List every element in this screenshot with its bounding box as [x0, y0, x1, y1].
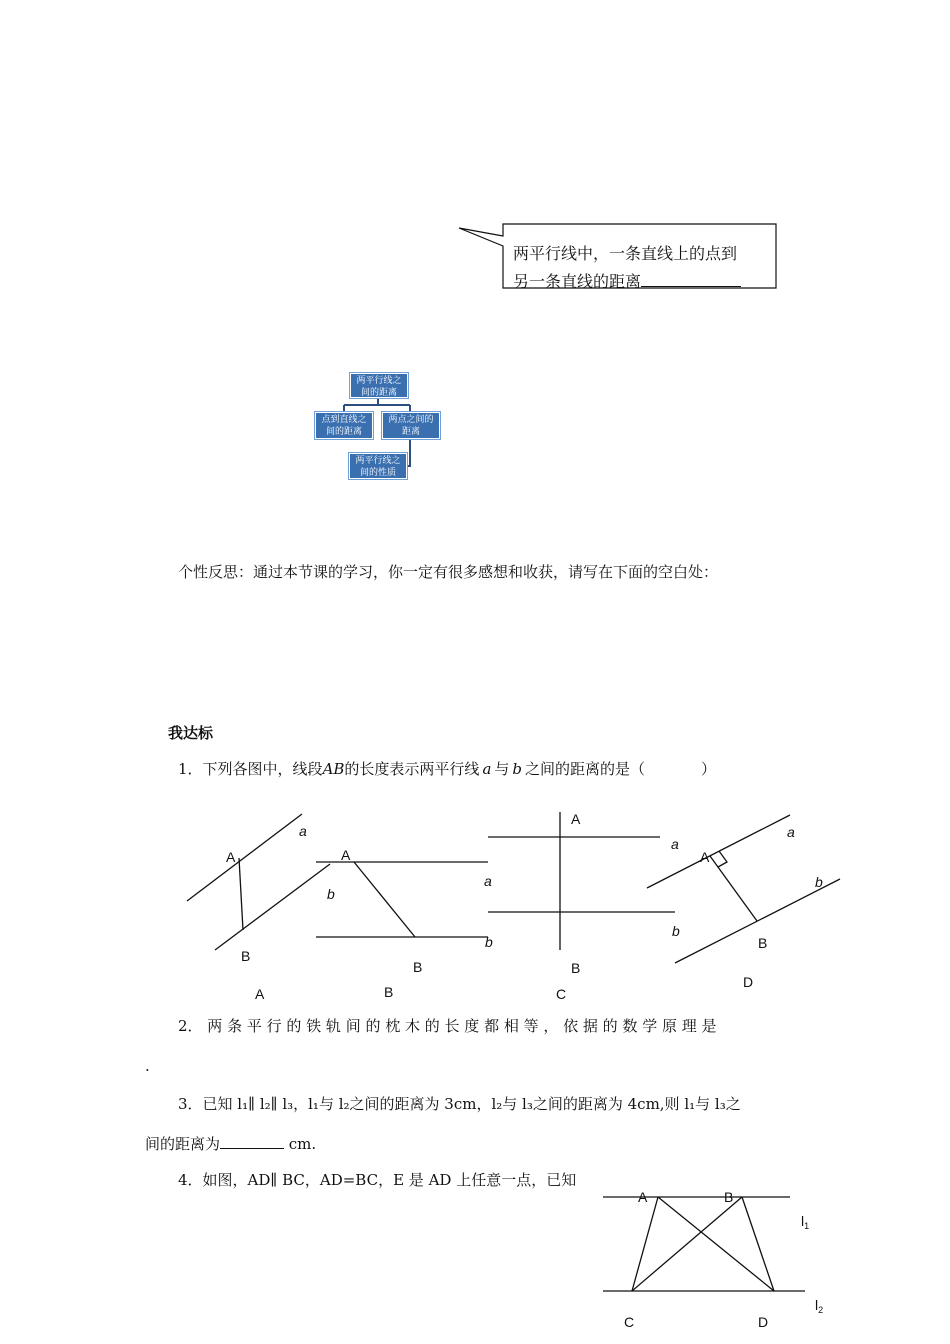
- figure-a-label-B: B: [241, 948, 251, 964]
- flowchart-node-left: 点到直线之 间的距离: [314, 411, 374, 440]
- question-2-end-dot: .: [145, 1057, 150, 1075]
- question-1: 1．下列各图中，线段AB的长度表示两平行线 a 与 b 之间的距离的是（ ）: [178, 760, 717, 778]
- figure-c-label-B: B: [571, 960, 581, 976]
- question-3-line-1: 3．已知 l₁∥ l₂∥ l₃，l₁与 l₂之间的距离为 3cm，l₂与 l₃之间的距离为 4cm,则 l₁与 l₃之: [178, 1095, 741, 1113]
- q4-label-C: C: [624, 1314, 635, 1330]
- question-4: 4．如图，AD∥ BC，AD=BC，E 是 AD 上任意一点，已知: [178, 1171, 577, 1189]
- figure-d-label-a-right: a: [787, 824, 795, 840]
- figure-c-label-A: A: [571, 811, 581, 827]
- figure-d-label-a-left: a: [671, 836, 679, 852]
- figure-b-label-A: A: [341, 847, 351, 863]
- q4-label-l1: $l_1$: [801, 1213, 810, 1231]
- figure-c-option: C: [556, 986, 567, 1002]
- figure-b-option: B: [384, 984, 394, 1000]
- figure-d-label-b-left: b: [672, 923, 680, 939]
- figure-c-label-b: b: [485, 934, 493, 950]
- figure-a-label-A: A: [226, 849, 236, 865]
- section-title: 我达标: [168, 724, 214, 742]
- figure-a-option: A: [255, 986, 265, 1002]
- figure-d-label-b-right: b: [815, 874, 823, 890]
- q4-label-B: B: [724, 1189, 734, 1205]
- figure-a-label-a: a: [299, 823, 307, 839]
- q4-label-A: A: [638, 1189, 648, 1205]
- flowchart-node-bottom: 两平行线之 间的性质: [348, 452, 408, 480]
- question-3-line-2: 间的距离为 cm.: [145, 1135, 317, 1153]
- figure-b-label-b: b: [327, 886, 335, 902]
- figure-d-label-B: B: [758, 935, 768, 951]
- reflection-prompt: 个性反思：通过本节课的学习，你一定有很多感想和收获，请写在下面的空白处：: [178, 563, 719, 581]
- flowchart-node-right: 两点之间的 距离: [381, 411, 441, 440]
- figure-d-label-A: A: [700, 849, 710, 865]
- q4-label-l2: $l_2$: [815, 1297, 824, 1315]
- callout-line-1: 两平行线中，一条直线上的点到: [513, 244, 738, 263]
- callout-line-2: 另一条直线的距离: [513, 264, 775, 300]
- figure-b-label-B: B: [413, 959, 423, 975]
- flowchart-node-top: 两平行线之 间的距离: [349, 372, 409, 399]
- figure-b-label-a: a: [484, 873, 492, 889]
- question-2: 2． 两 条 平 行 的 铁 轨 间 的 枕 木 的 长 度 都 相 等 ， 依 据 的 数 学 原 理 是: [178, 1017, 717, 1035]
- q4-label-D: D: [758, 1314, 769, 1330]
- figure-d-option: D: [743, 974, 754, 990]
